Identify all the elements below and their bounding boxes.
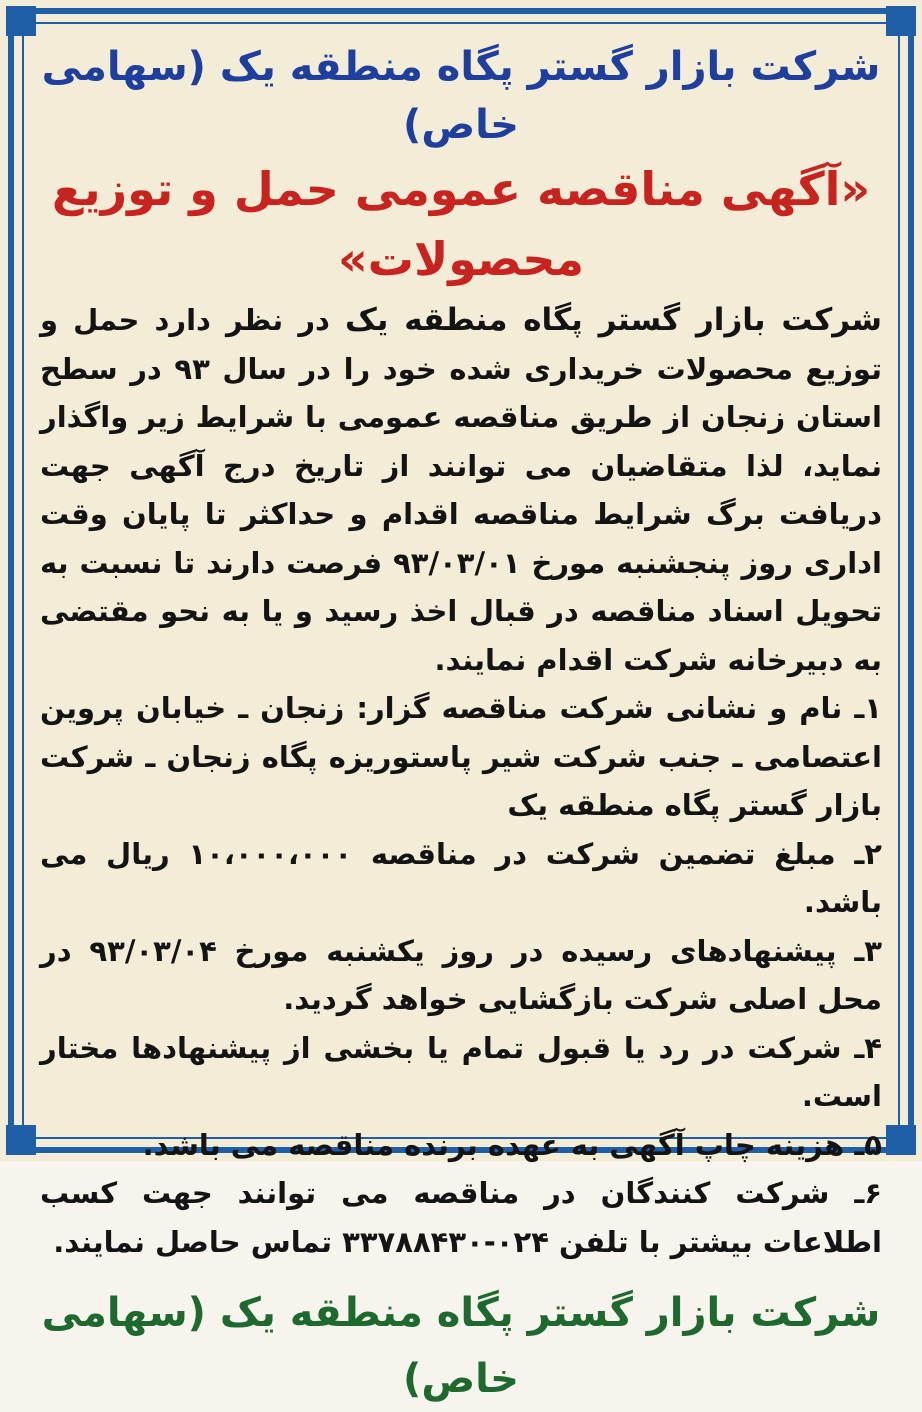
corner-block bbox=[6, 1125, 36, 1155]
condition-item: ۱ـ نام و نشانی شرکت مناقصه گزار: زنجان ـ خیابان پروین اعتصامی ـ جنب شرکت شیر پاستوریزه پگاه زنجان ـ شرکت بازار گستر پگاه منطقه یک bbox=[40, 691, 882, 822]
corner-block bbox=[6, 6, 36, 36]
condition-item: ۶ـ شرکت کنندگان در مناقصه می توانند جهت کسب اطلاعات بیشتر با تلفن ۰۲۴-۳۳۷۸۸۴۳۰ تماس حاصل نمایند. bbox=[40, 1176, 882, 1259]
intro-text: در نظر دارد حمل و توزیع محصولات خریداری شده خود را در سال ۹۳ در سطح استان زنجان از طریق مناقصه عمومی با شرایط زیر واگذار نماید، لذا متقاضیان می توانند از تاریخ درج آگهی جهت دریافت برگ شرایط مناقصه اقدام و حداکثر تا پایان وقت اداری روز پنجشنبه مورخ ۹۳/۰۳/۰۱ فرصت دارند تا نسبت به تحویل اسناد مناقصه در قبال اخذ رسید و یا به نحو مقتضی به دبیرخانه شرکت اقدام نمایند. bbox=[40, 303, 882, 677]
company-name-bottom: شرکت بازار گستر پگاه منطقه یک (سهامی خاص) bbox=[41, 1290, 881, 1402]
corner-block bbox=[886, 6, 916, 36]
intro-paragraph bbox=[40, 296, 882, 684]
conditions-list bbox=[40, 684, 882, 1266]
condition-item: ۵ـ هزینه چاپ آگهی به عهده برنده مناقصه می باشد. bbox=[142, 1127, 882, 1162]
condition-item: ۲ـ مبلغ تضمین شرکت در مناقصه ۱۰،۰۰۰،۰۰۰ ریال می باشد. bbox=[40, 836, 882, 919]
notice-headline: «آگهی مناقصه عمومی حمل و توزیع محصولات» bbox=[51, 162, 871, 286]
condition-item: ۳ـ پیشنهادهای رسیده در روز یکشنبه مورخ ۹۳/۰۳/۰۴ در محل اصلی شرکت بازگشایی خواهد گردید. bbox=[40, 933, 882, 1016]
condition-item: ۴ـ شرکت در رد یا قبول تمام یا بخشی از پیشنهادها مختار است. bbox=[40, 1030, 882, 1113]
intro-company-name: شرکت بازار گستر پگاه منطقه یک bbox=[345, 302, 882, 338]
company-name-top: شرکت بازار گستر پگاه منطقه یک (سهامی خاص) bbox=[41, 44, 881, 148]
notice-content bbox=[40, 30, 882, 1402]
corner-block bbox=[886, 1125, 916, 1155]
